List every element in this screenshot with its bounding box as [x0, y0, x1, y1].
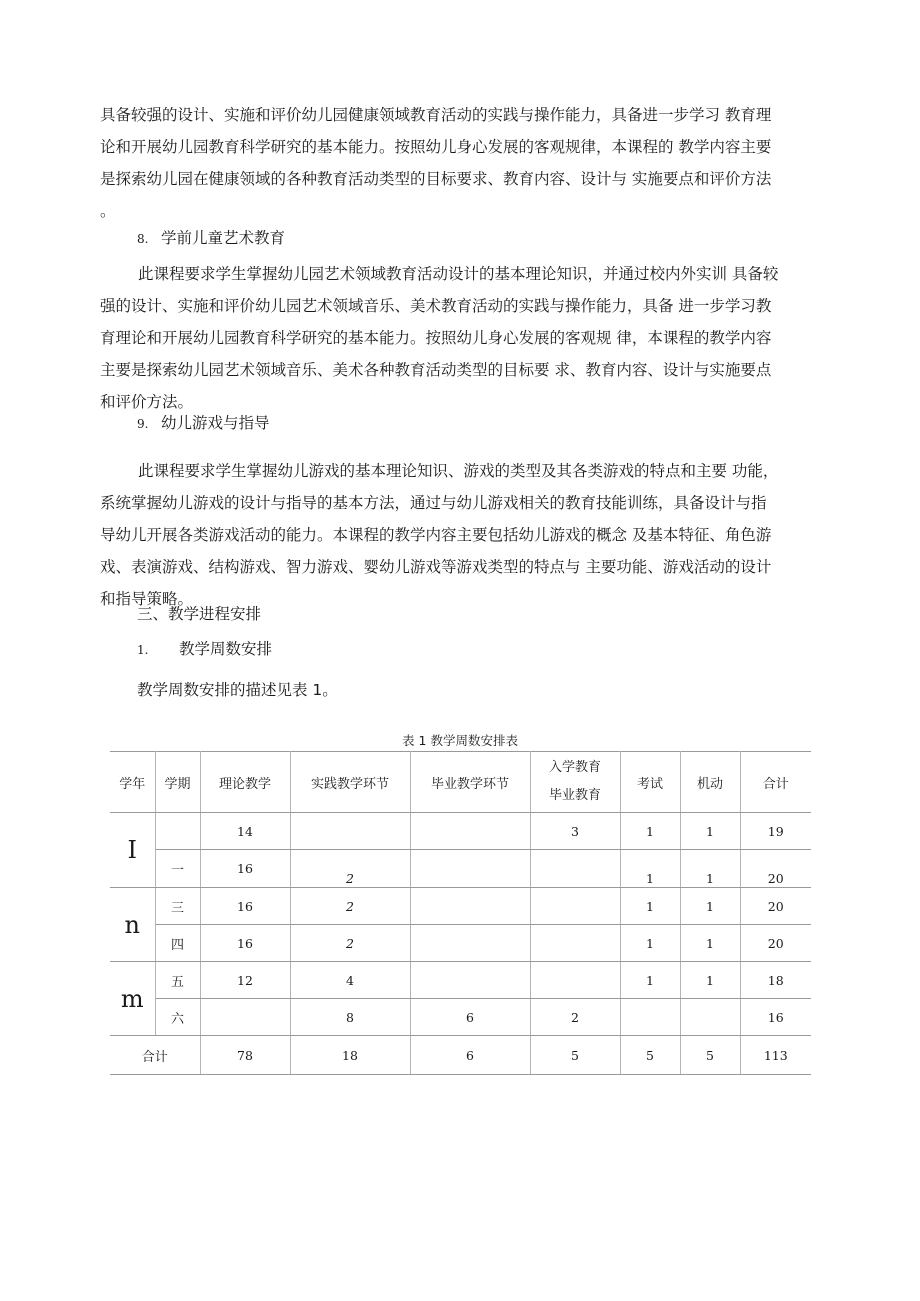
text-line: 。: [100, 202, 116, 220]
text-line: 育理论和开展幼儿园教育科学研究的基本能力。按照幼儿身心发展的客观规 律，本课程的教学内容: [100, 329, 772, 347]
graduation-cell: [410, 850, 530, 888]
graduation-cell: [410, 813, 530, 850]
entry-cell: [530, 888, 620, 925]
exam-cell: 1: [620, 813, 680, 850]
header-practice: 实践教学环节: [290, 752, 410, 813]
entry-cell: 3: [530, 813, 620, 850]
total-cell: 18: [740, 962, 811, 999]
graduation-cell: [410, 962, 530, 999]
table-row: [110, 999, 811, 1036]
text-line: 导幼儿开展各类游戏活动的能力。本课程的教学内容主要包括幼儿游戏的概念 及基本特征、角色游: [100, 526, 772, 544]
total-cell: 20: [740, 925, 811, 962]
graduation-cell: [410, 888, 530, 925]
graduation-cell: 6: [410, 1036, 530, 1075]
theory-cell: 78: [200, 1036, 290, 1075]
theory-cell: 16: [200, 925, 290, 962]
exam-cell: 1: [620, 925, 680, 962]
theory-cell: 14: [200, 813, 290, 850]
section-8-paragraph: [100, 258, 820, 418]
theory-cell: 12: [200, 962, 290, 999]
term-cell: 三: [155, 888, 200, 925]
year-cell: n: [110, 888, 155, 962]
term-cell: 四: [155, 925, 200, 962]
part-3-heading: 三、教学进程安排: [137, 605, 262, 623]
flex-cell: 1: [680, 850, 740, 888]
theory-cell: [200, 999, 290, 1036]
entry-cell: 2: [530, 999, 620, 1036]
header-graduation-education-line: 毕业教育: [548, 788, 601, 803]
flex-cell: 1: [680, 962, 740, 999]
subsection-number: 1.: [137, 643, 149, 657]
practice-cell: 2: [290, 888, 410, 925]
text-line: 是探索幼儿园在健康领域的各种教育活动类型的目标要求、教育内容、设计与 实施要点和评价方法: [100, 170, 772, 188]
term-cell: 六: [155, 999, 200, 1036]
practice-cell: 18: [290, 1036, 410, 1075]
theory-cell: 16: [200, 850, 290, 888]
entry-cell: 5: [530, 1036, 620, 1075]
graduation-cell: 6: [410, 999, 530, 1036]
total-cell: 20: [740, 850, 811, 888]
table-reference-text: 教学周数安排的描述见表 1。: [137, 681, 338, 699]
text-line: 主要是探索幼儿园艺术领域音乐、美术各种教育活动类型的目标要 求、教育内容、设计与实施要点: [100, 361, 772, 379]
year-cell: m: [110, 962, 155, 1036]
flex-cell: 1: [680, 813, 740, 850]
exam-cell: 1: [620, 888, 680, 925]
header-graduation: 毕业教学环节: [410, 752, 530, 813]
table-row: [110, 850, 811, 888]
total-cell: 113: [740, 1036, 811, 1075]
header-entry-line: 入学教育: [548, 760, 601, 775]
practice-cell: 8: [290, 999, 410, 1036]
teaching-weeks-table: [110, 751, 811, 1075]
practice-cell: 2: [290, 850, 410, 888]
exam-cell: [620, 999, 680, 1036]
header-year: 学年: [110, 752, 155, 813]
table-row: [110, 962, 811, 999]
total-cell: 20: [740, 888, 811, 925]
entry-cell: [530, 962, 620, 999]
subsection-1-heading: [137, 637, 272, 662]
practice-cell: 4: [290, 962, 410, 999]
header-flex: 机动: [680, 752, 740, 813]
text-line: 此课程要求学生掌握幼儿园艺术领域教育活动设计的基本理论知识，并通过校内外实训 具备较: [138, 265, 779, 283]
graduation-cell: [410, 925, 530, 962]
section-9-paragraph: [100, 455, 820, 615]
header-theory: 理论教学: [200, 752, 290, 813]
practice-cell: [290, 813, 410, 850]
flex-cell: 5: [680, 1036, 740, 1075]
total-label: 合计: [110, 1036, 200, 1075]
table-header-row: [110, 752, 811, 813]
table-row: [110, 813, 811, 850]
flex-cell: 1: [680, 888, 740, 925]
year-cell: I: [110, 813, 155, 888]
section-number: 8.: [137, 232, 149, 246]
header-total: 合计: [740, 752, 811, 813]
header-exam: 考试: [620, 752, 680, 813]
total-cell: 19: [740, 813, 811, 850]
text-line: 系统掌握幼儿游戏的设计与指导的基本方法，通过与幼儿游戏相关的教育技能训练，具备设计与指: [100, 494, 767, 512]
table-row: [110, 888, 811, 925]
table-row: [110, 925, 811, 962]
term-cell: 五: [155, 962, 200, 999]
text-line: 此课程要求学生掌握幼儿游戏的基本理论知识、游戏的类型及其各类游戏的特点和主要 功能，: [138, 462, 779, 480]
text-line: 戏、表演游戏、结构游戏、智力游戏、婴幼儿游戏等游戏类型的特点与 主要功能、游戏活动的设计: [100, 558, 772, 576]
section-title: 学前儿童艺术教育: [161, 229, 286, 247]
entry-cell: [530, 850, 620, 888]
practice-cell: 2: [290, 925, 410, 962]
exam-cell: 5: [620, 1036, 680, 1075]
flex-cell: 1: [680, 925, 740, 962]
intro-paragraph: [100, 99, 820, 227]
section-number: 9.: [137, 417, 149, 431]
text-line: 论和开展幼儿园教育科学研究的基本能力。按照幼儿身心发展的客观规律，本课程的 教学内容主要: [100, 138, 772, 156]
section-8-heading: [137, 226, 285, 251]
theory-cell: 16: [200, 888, 290, 925]
section-title: 幼儿游戏与指导: [161, 414, 270, 432]
entry-cell: [530, 925, 620, 962]
term-cell: 一: [155, 850, 200, 888]
text-line: 和评价方法。: [100, 393, 194, 411]
header-term: 学期: [155, 752, 200, 813]
section-9-heading: [137, 411, 270, 436]
subsection-title: 教学周数安排: [179, 640, 273, 658]
exam-cell: 1: [620, 850, 680, 888]
text-line: 具备较强的设计、实施和评价幼儿园健康领域教育活动的实践与操作能力，具备进一步学习 教育理: [100, 106, 772, 124]
term-cell: [155, 813, 200, 850]
header-entry-graduation-education: [530, 752, 620, 813]
text-line: 和指导策略。: [100, 590, 194, 608]
total-cell: 16: [740, 999, 811, 1036]
table-caption: 表 1 教学周数安排表: [402, 733, 518, 748]
exam-cell: 1: [620, 962, 680, 999]
text-line: 强的设计、实施和评价幼儿园艺术领域音乐、美术教育活动的实践与操作能力，具备 进一步学习教: [100, 297, 772, 315]
flex-cell: [680, 999, 740, 1036]
table-total-row: [110, 1036, 811, 1075]
